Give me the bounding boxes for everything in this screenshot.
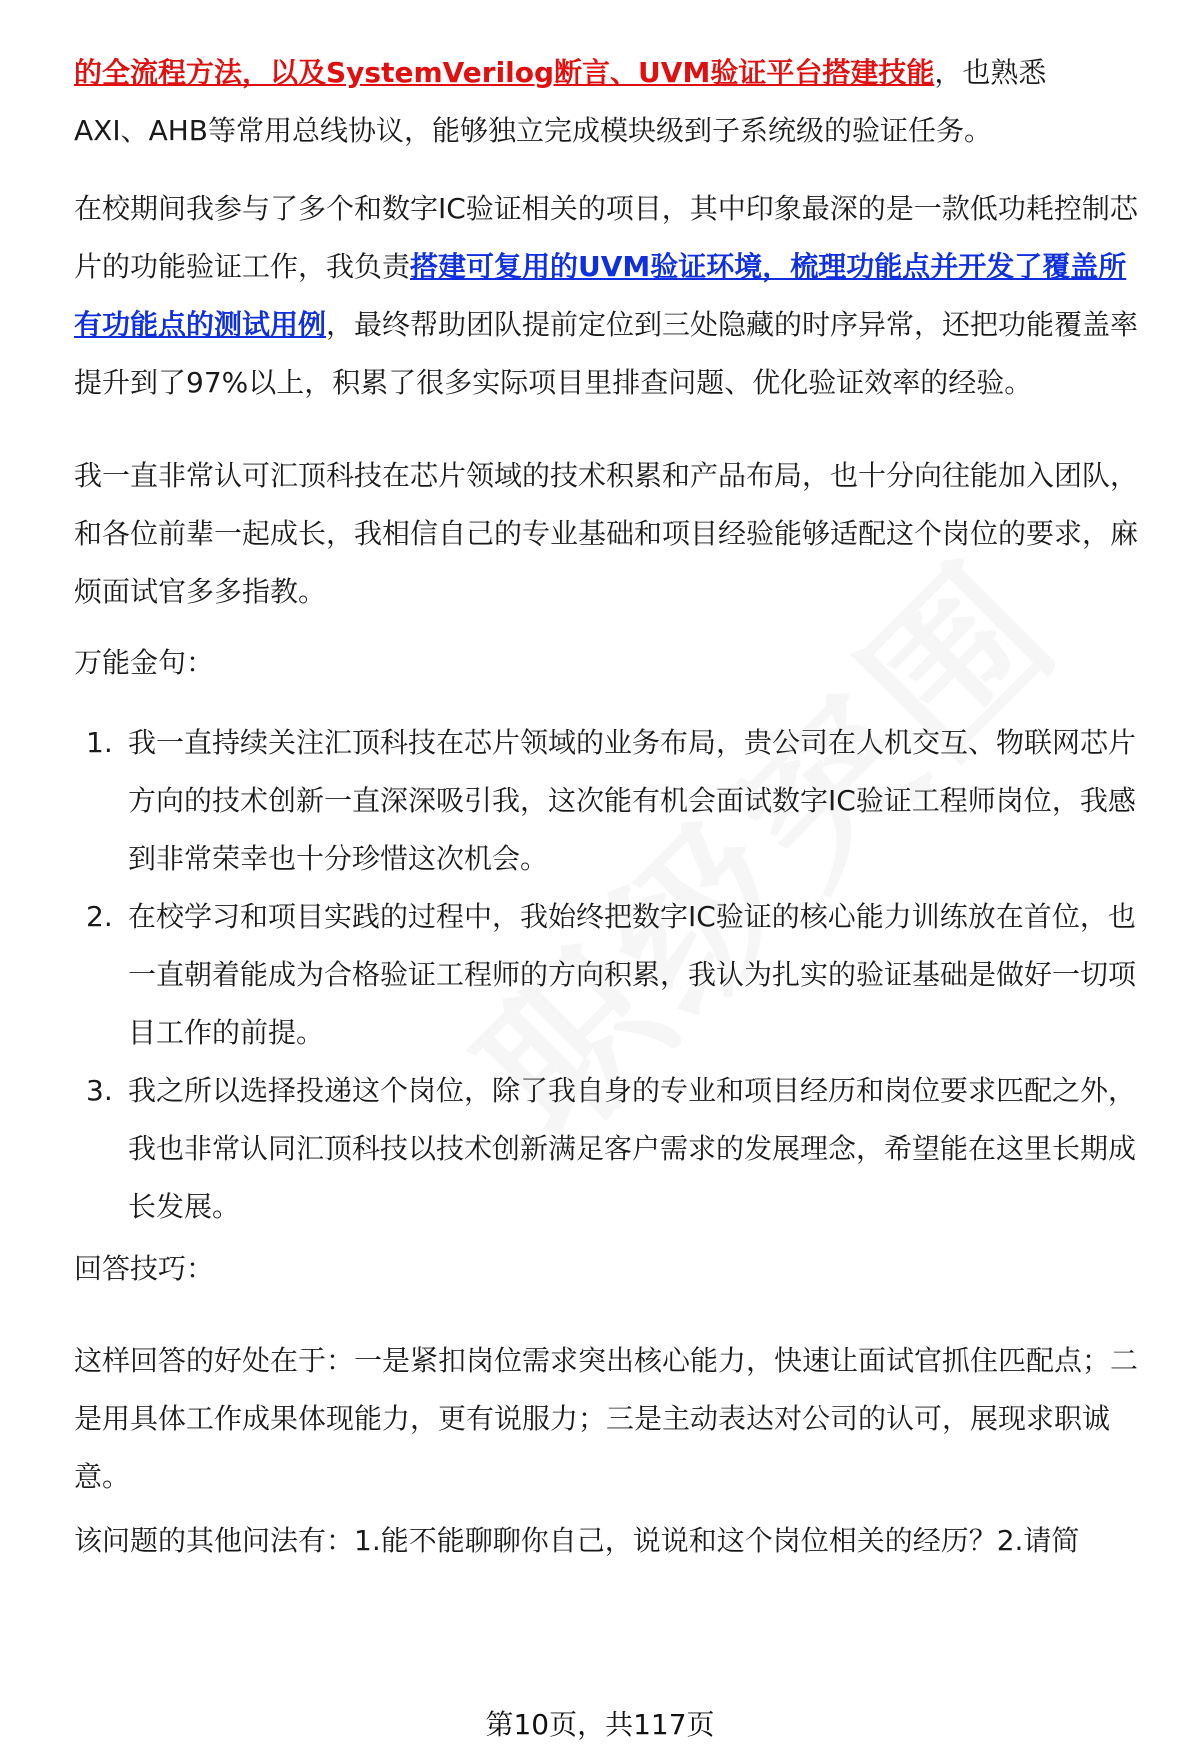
golden-list xyxy=(74,714,1154,1236)
page-footer: 第10页，共117页 xyxy=(485,1708,715,1741)
list-item xyxy=(74,1062,1154,1236)
list-text: 在校学习和项目实践的过程中，我始终把数字IC验证的核心能力训练放在首位，也一直朝着能成为合格验证工程师的方向积累，我认为扎实的验证基础是做好一切项目工作的前提。 xyxy=(128,900,1137,1049)
list-number: 2. xyxy=(86,900,113,933)
closing-paragraph: 我一直非常认可汇顶科技在芯片领域的技术积累和产品布局，也十分向往能加入团队，和各位前辈一起成长，我相信自己的专业基础和项目经验能够适配这个岗位的要求，麻烦面试官多多指教。 xyxy=(74,459,1139,608)
list-number: 1. xyxy=(86,726,113,759)
tips-paragraph: 这样回答的好处在于：一是紧扣岗位需求突出核心能力，快速让面试官抓住匹配点；二是用具体工作成果体现能力，更有说服力；三是主动表达对公司的认可，展现求职诚意。 xyxy=(74,1344,1139,1493)
highlight-red-text: 的全流程方法，以及SystemVerilog断言、UVM验证平台搭建技能 xyxy=(74,56,935,89)
intro-rest: ，也熟悉 xyxy=(934,56,1047,89)
list-text: 我之所以选择投递这个岗位，除了我自身的专业和项目经历和岗位要求匹配之外，我也非常认同汇顶科技以技术创新满足客户需求的发展理念，希望能在这里长期成长发展。 xyxy=(128,1074,1137,1223)
highlight-blue-text: 搭建可复用的UVM验证环境，梳理功能点并开发了覆盖所有功能点的测试用例 xyxy=(74,250,1127,341)
list-item xyxy=(74,888,1154,1062)
tips-title: 回答技巧： xyxy=(74,1252,215,1285)
list-item xyxy=(74,714,1154,888)
intro-line2: AXI、AHB等常用总线协议，能够独立完成模块级到子系统级的验证任务。 xyxy=(74,114,993,147)
project-after: ，最终帮助团队提前定位到三处隐藏的时序异常，还把功能覆盖率提升到了97%以上，积累了很多实际项目里排查问题、优化验证效率的经验。 xyxy=(74,308,1139,399)
golden-title: 万能金句： xyxy=(74,646,215,679)
project-before: 在校期间我参与了多个和数字IC验证相关的项目，其中印象最深的是一款低功耗控制芯片的功能验证工作，我负责 xyxy=(74,192,1138,283)
list-number: 3. xyxy=(86,1074,113,1107)
intro-paragraph xyxy=(74,44,1154,160)
other-questions: 该问题的其他问法有：1.能不能聊聊你自己，说说和这个岗位相关的经历？2.请简 xyxy=(74,1524,1080,1557)
list-text: 我一直持续关注汇顶科技在芯片领域的业务布局，贵公司在人机交互、物联网芯片方向的技术创新一直深深吸引我，这次能有机会面试数字IC验证工程师岗位，我感到非常荣幸也十分珍惜这次机会。 xyxy=(128,726,1137,875)
project-paragraph xyxy=(74,180,1154,412)
